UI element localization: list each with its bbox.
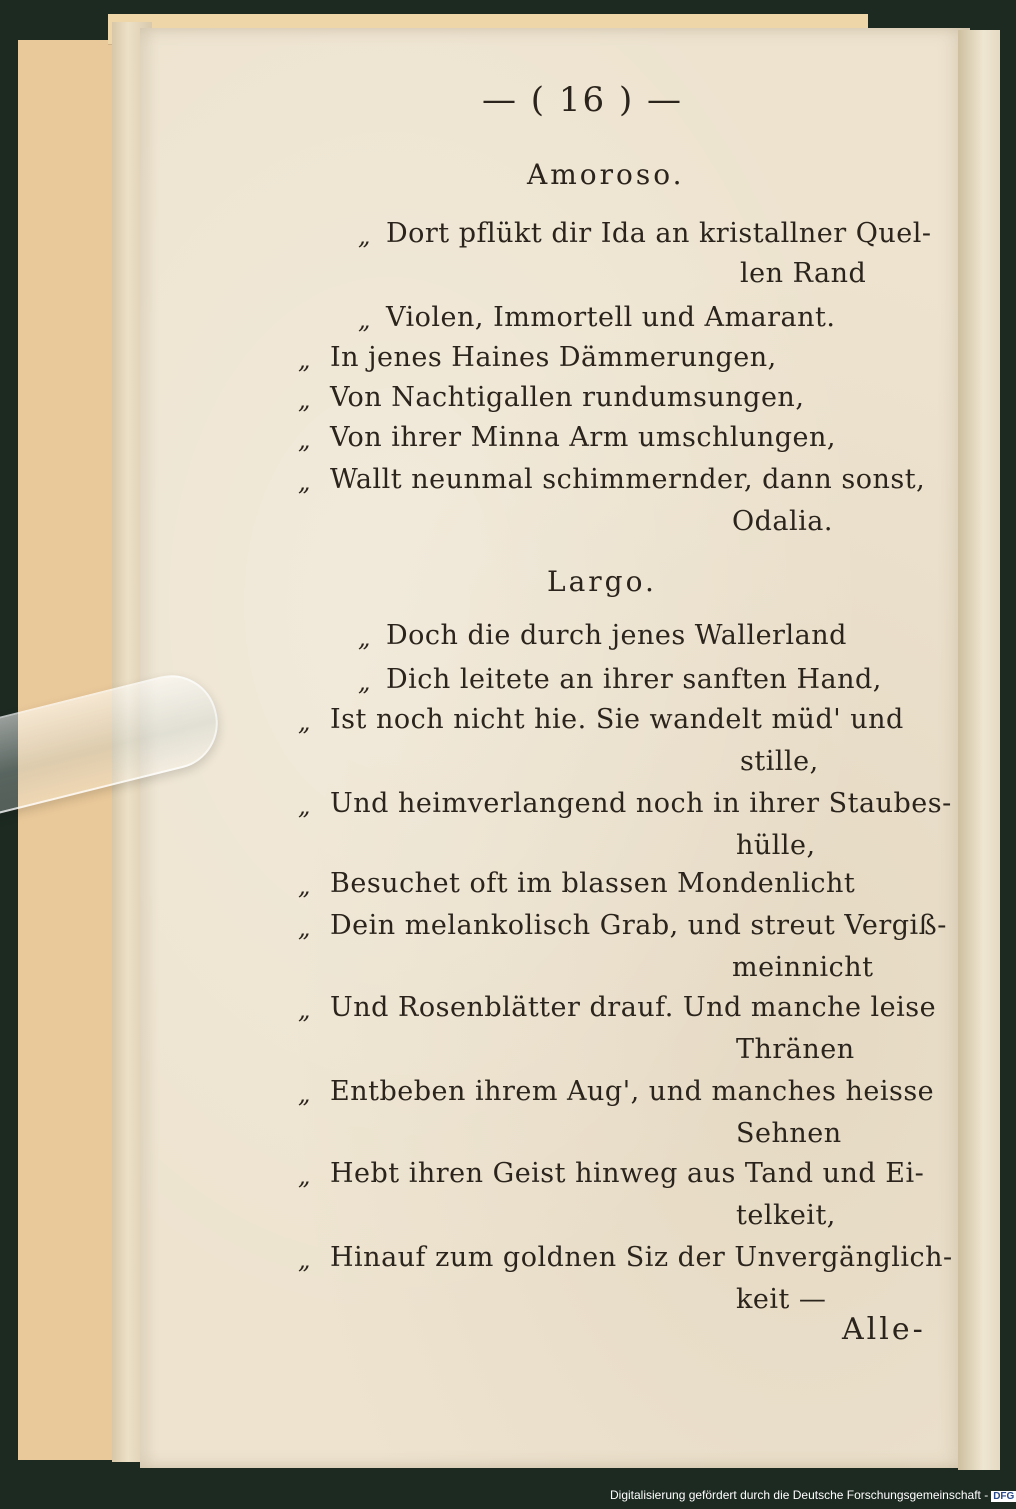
- quote-mark: „: [298, 708, 311, 736]
- quote-mark: „: [358, 624, 371, 652]
- verse-line: Wallt neunmal schimmernder, dann sonst,: [330, 464, 926, 495]
- verse-line-cont: telkeit,: [736, 1200, 836, 1231]
- verse-line-cont: len Rand: [740, 258, 867, 289]
- verse-line-cont: stille,: [740, 746, 819, 777]
- verse-line: Von ihrer Minna Arm umschlungen,: [330, 422, 836, 453]
- verse-line: Entbeben ihrem Aug', und manches heisse: [330, 1076, 935, 1107]
- verse-line: Besuchet oft im blassen Mondenlicht: [330, 868, 856, 899]
- verse-line: Violen, Immortell und Amarant.: [386, 302, 836, 333]
- quote-mark: „: [298, 426, 311, 454]
- verse-line-cont: Sehnen: [736, 1118, 842, 1149]
- quote-mark: „: [298, 468, 311, 496]
- quote-mark: „: [298, 914, 311, 942]
- verse-line: Dein melankolisch Grab, und streut Vergiß-: [330, 910, 947, 941]
- verse-line: Hinauf zum goldnen Siz der Unvergänglich-: [330, 1242, 953, 1273]
- verse-line-cont: Odalia.: [732, 506, 833, 537]
- verse-line-cont: meinnicht: [732, 952, 874, 983]
- catchword: Alle-: [842, 1312, 926, 1347]
- verse-line: Und Rosenblätter drauf. Und manche leise: [330, 992, 937, 1023]
- verse-line: Dich leitete an ihrer sanften Hand,: [386, 664, 882, 695]
- digitization-credit: [610, 1488, 1016, 1502]
- verse-line: Hebt ihren Geist hinweg aus Tand und Ei-: [330, 1158, 925, 1189]
- quote-mark: „: [358, 306, 371, 334]
- quote-mark: „: [298, 1080, 311, 1108]
- verse-line-cont: keit —: [736, 1284, 827, 1315]
- quote-mark: „: [298, 792, 311, 820]
- credit-text: Digitalisierung gefördert durch die Deutsche Forschungsgemeinschaft -: [610, 1488, 989, 1502]
- quote-mark: „: [298, 1246, 311, 1274]
- verse-line: Doch die durch jenes Wallerland: [386, 620, 847, 651]
- section-heading-largo: Largo.: [547, 565, 657, 598]
- quote-mark: „: [298, 996, 311, 1024]
- verse-line-cont: Thränen: [736, 1034, 855, 1065]
- section-heading-amoroso: Amoroso.: [527, 158, 685, 191]
- book-gutter: [958, 30, 1000, 1470]
- verse-line: Und heimverlangend noch in ihrer Staubes-: [330, 788, 952, 819]
- dfg-logo: DFG: [993, 1491, 1015, 1502]
- quote-mark: „: [298, 872, 311, 900]
- quote-mark: „: [358, 668, 371, 696]
- verse-line-cont: hülle,: [736, 830, 816, 861]
- quote-mark: „: [298, 346, 311, 374]
- quote-mark: „: [298, 386, 311, 414]
- quote-mark: „: [298, 1162, 311, 1190]
- verse-line: In jenes Haines Dämmerungen,: [330, 342, 777, 373]
- verse-line: Dort pflükt dir Ida an kristallner Quel-: [386, 218, 932, 249]
- quote-mark: „: [358, 222, 371, 250]
- page-number-header: — ( 16 ) —: [482, 80, 684, 120]
- verse-line: Von Nachtigallen rundumsungen,: [330, 382, 805, 413]
- verse-line: Ist noch nicht hie. Sie wandelt müd' und: [330, 704, 904, 735]
